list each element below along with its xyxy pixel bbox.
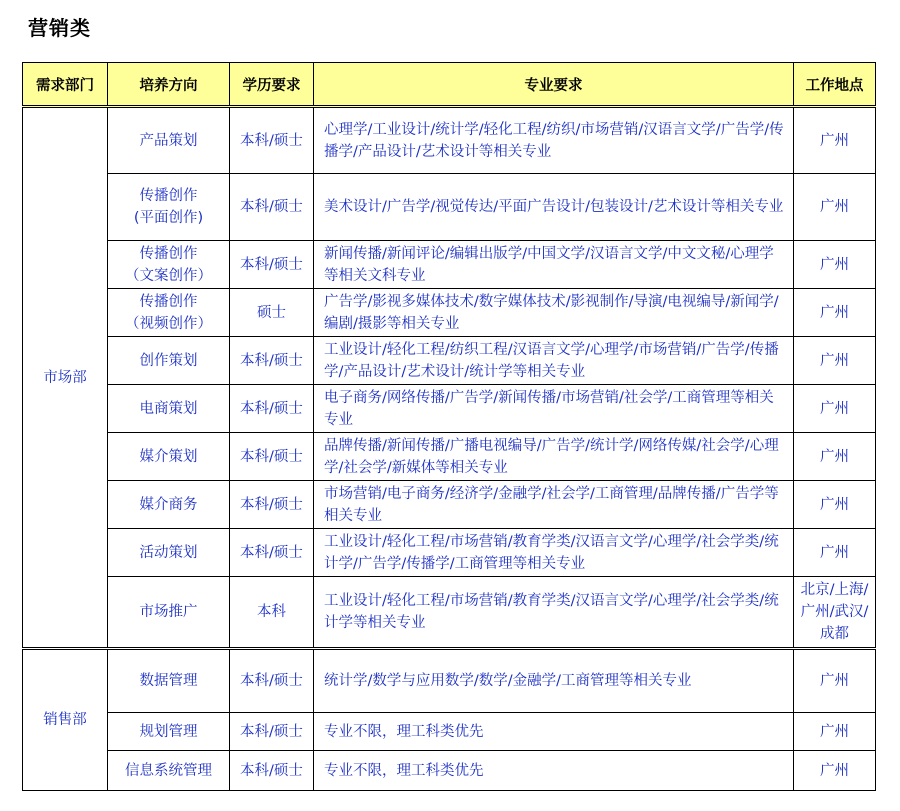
header-major: 专业要求 xyxy=(314,63,794,107)
education-cell: 本科/硕士 xyxy=(230,433,314,481)
header-education: 学历要求 xyxy=(230,63,314,107)
table-row xyxy=(23,713,876,751)
direction-cell xyxy=(108,713,230,751)
location-cell: 广州 xyxy=(794,529,876,577)
education-cell: 本科/硕士 xyxy=(230,713,314,751)
direction-line: 规划管理 xyxy=(139,723,198,740)
table-row xyxy=(23,433,876,481)
table-row xyxy=(23,289,876,337)
major-cell: 市场营销/电子商务/经济学/金融学/社会学/工商管理/品牌传播/广告学等相关专业 xyxy=(314,481,794,529)
direction-line: 数据管理 xyxy=(139,673,198,689)
location-cell: 广州 xyxy=(794,289,876,337)
direction-line: 传播创作 xyxy=(139,245,198,262)
table-row xyxy=(23,337,876,385)
table-row xyxy=(23,385,876,433)
direction-line: 电商策划 xyxy=(139,400,198,417)
direction-line: 媒介商务 xyxy=(139,496,198,513)
education-cell: 本科/硕士 xyxy=(230,241,314,289)
direction-line: 传播创作 xyxy=(139,188,198,204)
location-cell: 北京/上海/广州/武汉/成都 xyxy=(794,577,876,649)
table-row xyxy=(23,529,876,577)
direction-cell xyxy=(108,289,230,337)
direction-line: 创作策划 xyxy=(139,352,198,369)
education-cell: 本科/硕士 xyxy=(230,481,314,529)
location-cell: 广州 xyxy=(794,241,876,289)
header-direction: 培养方向 xyxy=(108,63,230,107)
education-cell: 硕士 xyxy=(230,289,314,337)
education-cell: 本科/硕士 xyxy=(230,174,314,241)
major-cell: 电子商务/网络传播/广告学/新闻传播/市场营销/社会学/工商管理等相关专业 xyxy=(314,385,794,433)
direction-line: 市场推广 xyxy=(139,604,198,620)
major-cell: 广告学/影视多媒体技术/数字媒体技术/影视制作/导演/电视编导/新闻学/编剧/摄影等相关专业 xyxy=(314,289,794,337)
table-row xyxy=(23,649,876,713)
page-title: 营销类 xyxy=(28,16,91,40)
direction-cell xyxy=(108,385,230,433)
education-cell: 本科/硕士 xyxy=(230,385,314,433)
major-cell: 品牌传播/新闻传播/广播电视编导/广告学/统计学/网络传媒/社会学/心理学/社会学/新媒体等相关专业 xyxy=(314,433,794,481)
location-cell: 广州 xyxy=(794,385,876,433)
education-cell: 本科/硕士 xyxy=(230,751,314,791)
direction-line: （视频创作） xyxy=(125,315,212,332)
major-cell: 统计学/数学与应用数学/数学/金融学/工商管理等相关专业 xyxy=(314,649,794,713)
location-cell: 广州 xyxy=(794,107,876,174)
header-dept: 需求部门 xyxy=(23,63,108,107)
table-row xyxy=(23,241,876,289)
major-cell: 工业设计/轻化工程/市场营销/教育学类/汉语言文学/心理学/社会学类/统计学/广告学/传播学/工商管理等相关专业 xyxy=(314,529,794,577)
education-cell: 本科/硕士 xyxy=(230,649,314,713)
major-cell: 新闻传播/新闻评论/编辑出版学/中国文学/汉语言文学/中文文秘/心理学等相关文科专业 xyxy=(314,241,794,289)
education-cell: 本科/硕士 xyxy=(230,529,314,577)
table-row xyxy=(23,751,876,791)
location-cell: 广州 xyxy=(794,337,876,385)
direction-cell xyxy=(108,751,230,791)
direction-cell xyxy=(108,433,230,481)
education-cell: 本科/硕士 xyxy=(230,337,314,385)
table-row xyxy=(23,481,876,529)
direction-cell xyxy=(108,174,230,241)
location-cell: 广州 xyxy=(794,433,876,481)
location-cell: 广州 xyxy=(794,174,876,241)
requirements-table xyxy=(22,62,876,791)
major-cell: 专业不限，理工科类优先 xyxy=(314,751,794,791)
direction-cell xyxy=(108,649,230,713)
dept-cell: 销售部 xyxy=(23,649,108,791)
direction-cell xyxy=(108,481,230,529)
table-row xyxy=(23,577,876,649)
direction-line: 传播创作 xyxy=(139,293,198,310)
education-cell: 本科 xyxy=(230,577,314,649)
education-cell: 本科/硕士 xyxy=(230,107,314,174)
direction-cell xyxy=(108,577,230,649)
location-cell: 广州 xyxy=(794,649,876,713)
direction-cell xyxy=(108,241,230,289)
dept-cell: 市场部 xyxy=(23,107,108,649)
direction-line: (平面创作) xyxy=(133,210,204,226)
direction-line: 产品策划 xyxy=(139,132,198,149)
table-row xyxy=(23,174,876,241)
major-cell: 工业设计/轻化工程/纺织工程/汉语言文学/心理学/市场营销/广告学/传播学/产品设计/艺术设计/统计学等相关专业 xyxy=(314,337,794,385)
direction-cell xyxy=(108,529,230,577)
table-row xyxy=(23,107,876,174)
group-market xyxy=(23,107,876,649)
major-cell: 心理学/工业设计/统计学/轻化工程/纺织/市场营销/汉语言文学/广告学/传播学/产品设计/艺术设计等相关专业 xyxy=(314,107,794,174)
table-header xyxy=(23,63,876,107)
group-sales xyxy=(23,649,876,791)
direction-cell xyxy=(108,337,230,385)
location-cell: 广州 xyxy=(794,481,876,529)
direction-line: 媒介策划 xyxy=(139,448,198,465)
direction-line: （文案创作） xyxy=(125,267,212,284)
location-cell: 广州 xyxy=(794,751,876,791)
major-cell: 美术设计/广告学/视觉传达/平面广告设计/包装设计/艺术设计等相关专业 xyxy=(314,174,794,241)
location-cell: 广州 xyxy=(794,713,876,751)
direction-cell xyxy=(108,107,230,174)
direction-line: 活动策划 xyxy=(139,544,198,561)
direction-line: 信息系统管理 xyxy=(125,762,212,779)
header-location: 工作地点 xyxy=(794,63,876,107)
major-cell: 工业设计/轻化工程/市场营销/教育学类/汉语言文学/心理学/社会学类/统计学等相关专业 xyxy=(314,577,794,649)
major-cell: 专业不限，理工科类优先 xyxy=(314,713,794,751)
